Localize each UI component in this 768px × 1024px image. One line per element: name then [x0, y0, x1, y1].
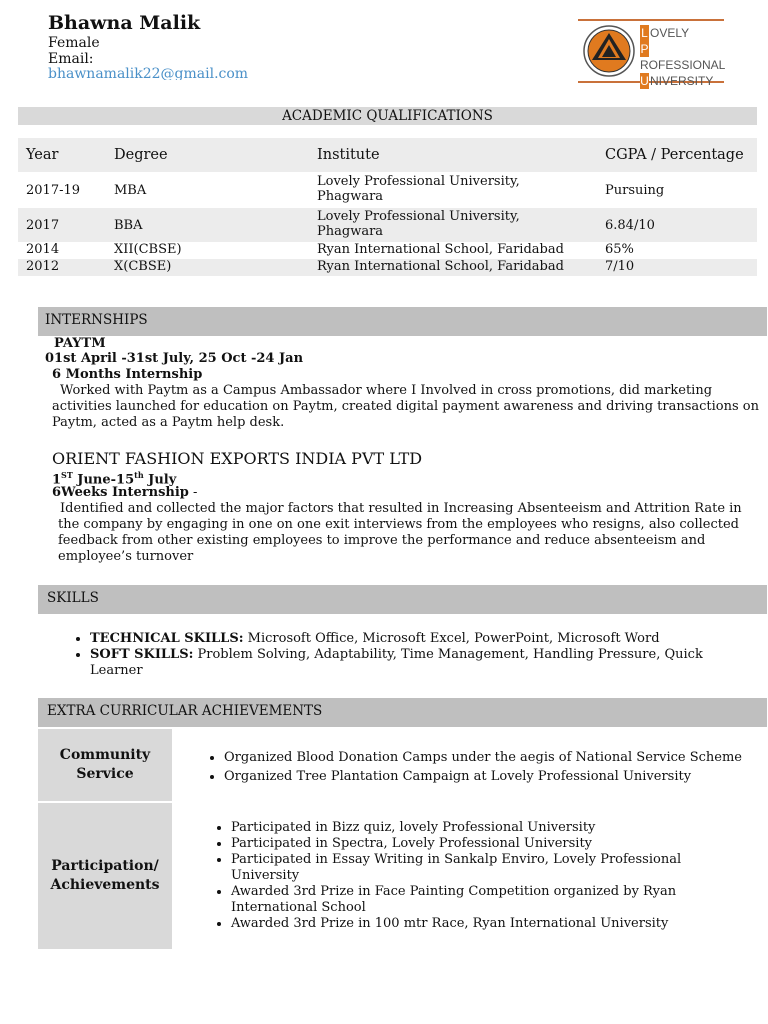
list-item: • Awarded 3rd Prize in 100 mtr Race, Ryan International University [231, 916, 736, 932]
list-item: • Organized Tree Plantation Campaign at Lovely Professional University [224, 767, 768, 786]
academic-heading: ACADEMIC QUALIFICATIONS [18, 107, 757, 125]
orient-dates: 1ST June-15th July [52, 470, 177, 488]
orient-duration: 6Weeks Internship - [52, 485, 198, 500]
list-item: • Participated in Spectra, Lovely Professional University [231, 836, 736, 852]
extra-heading: EXTRA CURRICULAR ACHIEVEMENTS [38, 698, 767, 727]
email-label: Email: [48, 51, 94, 67]
participation-list [207, 820, 736, 932]
list-item: • Participated in Bizz quiz, lovely Professional University [231, 820, 736, 836]
community-list [200, 748, 768, 786]
col-institute: Institute [317, 147, 380, 163]
col-year: Year [26, 147, 59, 163]
table-row: 2012 X(CBSE) Ryan International School, Faridabad 7/10 [18, 259, 757, 276]
col-cgpa: CGPA / Percentage [605, 146, 744, 163]
participation-label: Participation/ Achievements [38, 803, 172, 949]
paytm-dates: 01st April -31st July, 25 Oct -24 Jan [45, 351, 304, 366]
paytm-company: PAYTM [54, 336, 106, 351]
list-item: • Organized Blood Donation Camps under the aegis of National Service Scheme [224, 748, 768, 767]
list-item: • SOFT SKILLS: Problem Solving, Adaptability, Time Management, Handling Pressure, Quick Learner [90, 647, 750, 679]
col-degree: Degree [114, 147, 168, 163]
community-service-label: Community Service [38, 729, 172, 801]
orient-company: ORIENT FASHION EXPORTS INDIA PVT LTD [52, 449, 423, 468]
orient-description: Identified and collected the major factors that resulted in Increasing Absenteeism and Attrition Rate in the company by engaging in one on one exit interviews from the employees who resigns, also collected feedback from other existing employees to improve the performance and reduce absenteeism and employee’s turnover [58, 501, 742, 564]
gender: Female [48, 35, 100, 51]
logo-wordmark: L OVELY PROFESSIONAL UNIVERSITY [640, 26, 726, 88]
candidate-name: Bhawna Malik [48, 12, 201, 34]
internships-heading: INTERNSHIPS [38, 307, 767, 336]
table-row: 2014 XII(CBSE) Ryan International School, Faridabad 65% [26, 242, 634, 257]
list-item: • TECHNICAL SKILLS: Microsoft Office, Microsoft Excel, PowerPoint, Microsoft Word [90, 631, 750, 647]
lpu-emblem-icon [582, 24, 636, 78]
table-row: 2017 BBA Lovely Professional University, Phagwara 6.84/10 [18, 208, 757, 242]
list-item: • Participated in Essay Writing in Sankalp Enviro, Lovely Professional University [231, 852, 736, 884]
academic-table [18, 138, 757, 276]
list-item: • Awarded 3rd Prize in Face Painting Competition organized by Ryan International School [231, 884, 736, 916]
paytm-duration: 6 Months Internship [52, 367, 203, 382]
skills-list [58, 631, 750, 679]
university-logo [578, 19, 726, 88]
paytm-description: Worked with Paytm as a Campus Ambassador where I Involved in cross promotions, did marketing activities launched for education on Paytm, created digital payment awareness and driving transactions on Paytm, acted as a Paytm help desk. [52, 383, 759, 430]
table-header-row [18, 138, 757, 172]
skills-heading: SKILLS [38, 585, 767, 614]
table-row: 2017-19 MBA Lovely Professional University, Phagwara Pursuing [26, 174, 665, 204]
email-link[interactable]: bhawnamalik22@gmail.com [48, 66, 249, 80]
